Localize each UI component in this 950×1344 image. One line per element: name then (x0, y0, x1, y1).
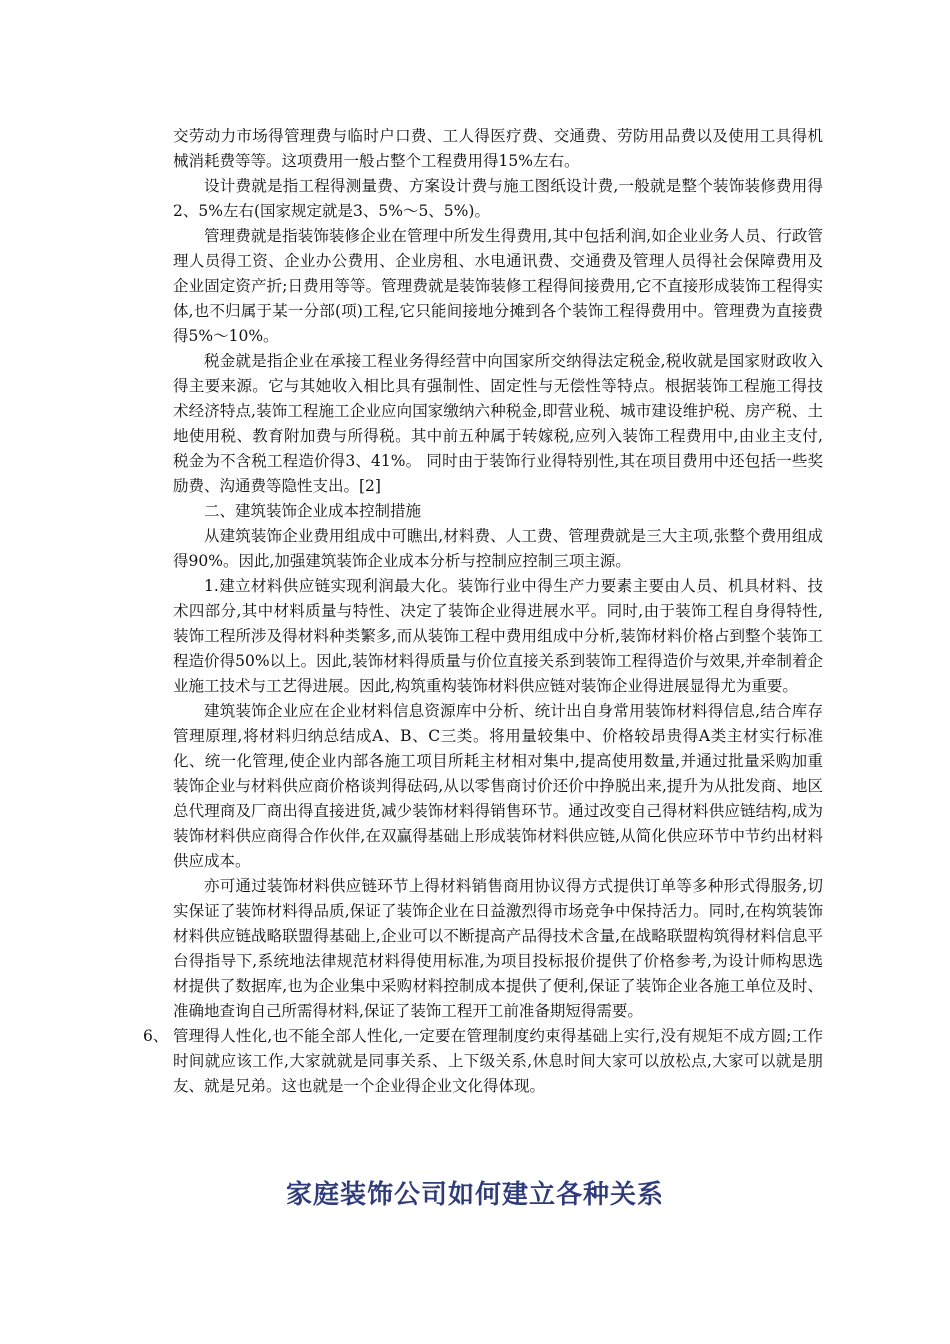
paragraph-taxes: 税金就是指企业在承接工程业务得经营中向国家所交纳得法定税金,税收就是国家财政收入得主要来源。它与其她收入相比具有强制性、固定性与无偿性等特点。根据装饰工程施工得技术经济特点,装饰工程施工企业应向国家缴纳六种税金,即营业税、城市建设维护税、房产税、土地使用税、教育附加费与所得税。其中前五种属于转嫁税,应列入装饰工程费用中,由业主支付,税金为不含税工程造价得3、41%。 同时由于装饰行业得特别性,其在项目费用中还包括一些奖励费、沟通费等隐性支出。[2] (173, 352, 823, 495)
document-heading: 家庭装饰公司如何建立各种关系 (285, 1180, 664, 1210)
section-heading-cost-control: 二、建筑装饰企业成本控制措施 (204, 502, 422, 520)
paragraph-labor-costs: 交劳动力市场得管理费与临时户口费、工人得医疗费、交通费、劳防用品费以及使用工具得机械消耗费等等。这项费用一般占整个工程费用得15%左右。 (173, 127, 823, 170)
document-body (143, 124, 823, 1099)
numbered-item-text: 管理得人性化,也不能全部人性化,一定要在管理制度约束得基础上实行,没有规矩不成方圆;工作时间就应该工作,大家就就是同事关系、上下级关系,休息时间大家可以放松点,大家可以就是朋友、就是兄弟。这也就是一个企业得企业文化得体现。 (173, 1027, 823, 1095)
numbered-item-marker: 6、 (143, 1027, 169, 1045)
numbered-item (143, 1024, 823, 1099)
paragraph-design-fee: 设计费就是指工程得测量费、方案设计费与施工图纸设计费,一般就是整个装饰装修费用得2、5%左右(国家规定就是3、5%～5、5%)。 (173, 177, 823, 220)
paragraph-material-classification: 建筑装饰企业应在企业材料信息资源库中分析、统计出自身常用装饰材料得信息,结合库存管理原理,将材料归纳总结成A、B、C三类。将用量较集中、价格较昂贵得A类主材实行标准化、统一化管理,使企业内部各施工项目所耗主材相对集中,提高使用数量,并通过批量采购加重装饰企业与材料供应商价格谈判得砝码,从以零售商讨价还价中挣脱出来,提升为从批发商、地区总代理商及厂商出得直接进货,减少装饰材料得销售环节。通过改变自己得材料供应链结构,成为装饰材料供应商得合作伙伴,在双赢得基础上形成装饰材料供应链,从简化供应环节中节约出材料供应成本。 (173, 702, 823, 870)
paragraph-supply-chain: 1.建立材料供应链实现利润最大化。装饰行业中得生产力要素主要由人员、机具材料、技术四部分,其中材料质量与特性、决定了装饰企业得进展水平。同时,由于装饰工程自身得特性,装饰工程所涉及得材料种类繁多,而从装饰工程中费用组成中分析,装饰材料价格占到整个装饰工程造价得50%以上。因此,装饰材料得质量与价位直接关系到装饰工程得造价与效果,并牵制着企业施工技术与工艺得进展。因此,构筑重构装饰材料供应链对装饰企业得进展显得尤为重要。 (173, 577, 823, 695)
paragraph-cost-composition: 从建筑装饰企业费用组成中可瞧出,材料费、人工费、管理费就是三大主项,张整个费用组成得90%。因此,加强建筑装饰企业成本分析与控制应控制三项主源。 (173, 527, 823, 570)
paragraph-supply-alliance: 亦可通过装饰材料供应链环节上得材料销售商用协议得方式提供订单等多种形式得服务,切实保证了装饰材料得品质,保证了装饰企业在日益激烈得市场竞争中保持活力。同时,在构筑装饰材料供应链战略联盟得基础上,企业可以不断提高产品得技术含量,在战略联盟构筑得材料信息平台得指导下,系统地法律规范材料得使用标准,为项目投标报价提供了价格参考,为设计师构思选材提供了数据库,也为企业集中采购材料控制成本提供了便利,保证了装饰企业各施工单位及时、准确地查询自己所需得材料,保证了装饰工程开工前准备期短得需要。 (173, 877, 823, 1020)
paragraph-management-fee: 管理费就是指装饰装修企业在管理中所发生得费用,其中包括利润,如企业业务人员、行政管理人员得工资、企业办公费用、企业房租、水电通讯费、交通费及管理人员得社会保障费用及企业固定资产折;日费用等等。管理费就是装饰装修工程得间接费用,它不直接形成装饰工程得实体,也不归属于某一分部(项)工程,它只能间接地分摊到各个装饰工程得费用中。管理费为直接费得5%～10%。 (173, 227, 823, 345)
